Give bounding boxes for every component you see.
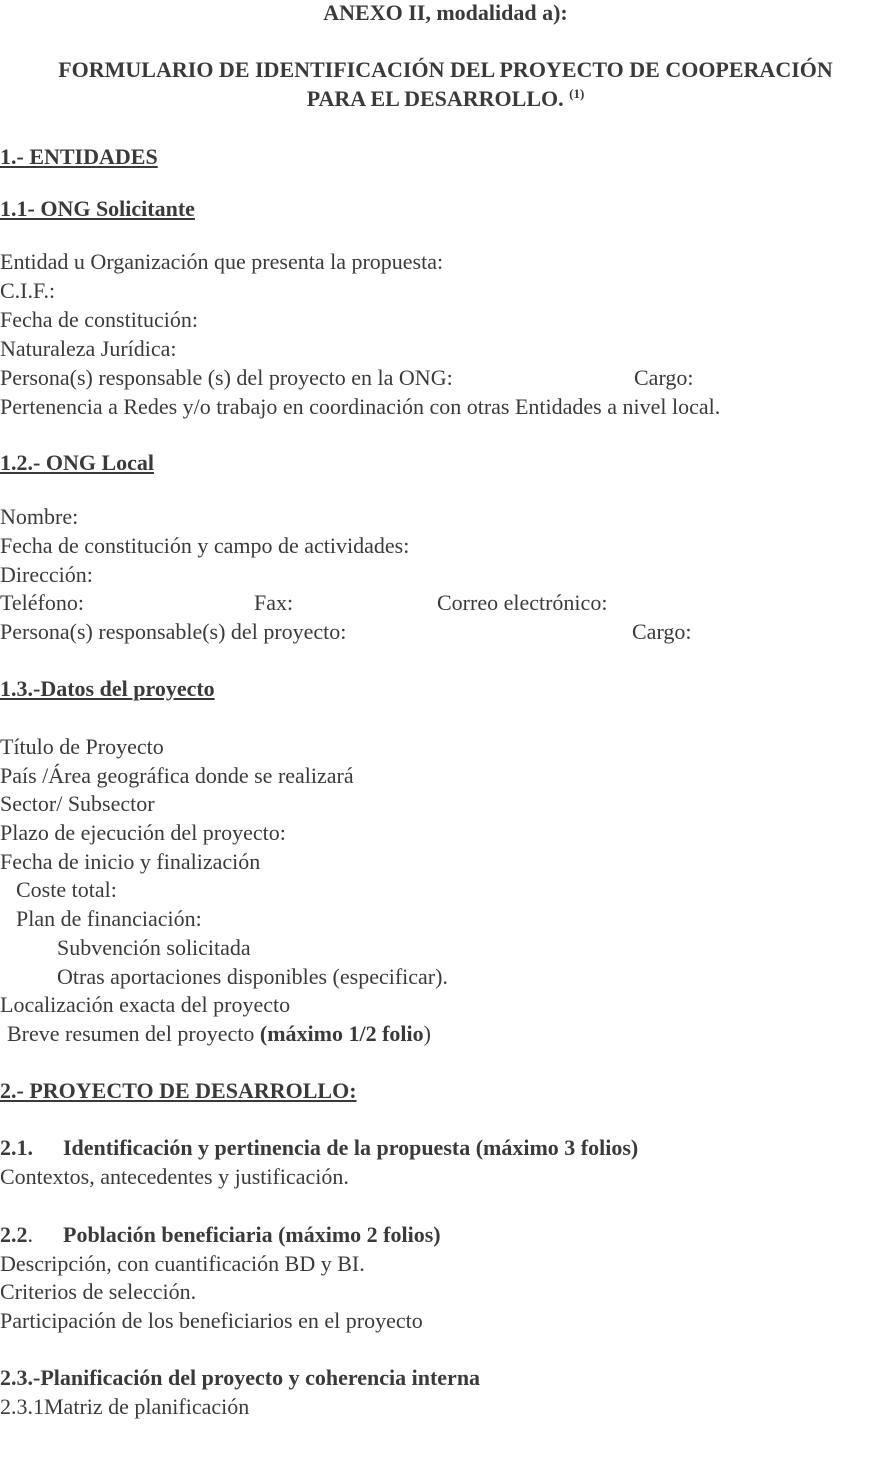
form-title-line1: FORMULARIO DE IDENTIFICACIÓN DEL PROYECTO DE COOPERACIÓN bbox=[58, 57, 833, 82]
section-2-2-title: Población beneficiaria (máximo 2 folios) bbox=[63, 1222, 441, 1247]
section-1-heading: 1.- ENTIDADES bbox=[0, 144, 158, 169]
field-resumen bbox=[7, 1021, 431, 1047]
field-fechas: Fecha de inicio y finalización bbox=[0, 849, 261, 874]
field-coste: Coste total: bbox=[16, 877, 117, 902]
section-2-3-title: 2.3.-Planificación del proyecto y coherencia interna bbox=[0, 1365, 481, 1390]
section-2-2-line2: Criterios de selección. bbox=[0, 1279, 197, 1304]
field-plan: Plan de financiación: bbox=[16, 906, 202, 931]
field-cif: C.I.F.: bbox=[0, 278, 56, 303]
form-title-line2-text: PARA EL DESARROLLO. bbox=[306, 86, 564, 111]
field-plazo: Plazo de ejecución del proyecto: bbox=[0, 820, 286, 845]
field-cargo-local: Cargo: bbox=[632, 619, 692, 644]
section-1-2-heading: 1.2.- ONG Local bbox=[0, 450, 154, 475]
section-2-1-title: Identificación y pertinencia de la propuesta (máximo 3 folios) bbox=[63, 1135, 639, 1160]
resumen-close: ) bbox=[423, 1021, 431, 1046]
field-sector: Sector/ Subsector bbox=[0, 791, 155, 816]
section-2-2-num: 2.2 bbox=[0, 1222, 28, 1247]
field-responsable-ong: Persona(s) responsable (s) del proyecto en la ONG: bbox=[0, 365, 453, 390]
field-otras: Otras aportaciones disponibles (especificar). bbox=[57, 964, 448, 989]
section-1-1-heading: 1.1- ONG Solicitante bbox=[0, 196, 195, 221]
field-naturaleza-juridica: Naturaleza Jurídica: bbox=[0, 336, 177, 361]
field-fecha-actividades: Fecha de constitución y campo de actividades: bbox=[0, 533, 410, 558]
field-direccion: Dirección: bbox=[0, 562, 93, 587]
field-pais: País /Área geográfica donde se realizará bbox=[0, 763, 354, 788]
field-redes: Pertenencia a Redes y/o trabajo en coordinación con otras Entidades a nivel local. bbox=[0, 394, 721, 419]
field-localizacion: Localización exacta del proyecto bbox=[0, 992, 291, 1017]
resumen-text: Breve resumen del proyecto bbox=[7, 1021, 260, 1046]
section-2-heading: 2.- PROYECTO DE DESARROLLO: bbox=[0, 1078, 357, 1103]
section-2-2-line3: Participación de los beneficiarios en el proyecto bbox=[0, 1308, 423, 1333]
field-cargo-ong: Cargo: bbox=[634, 365, 694, 390]
section-2-2-dot: . bbox=[27, 1222, 33, 1247]
field-titulo: Título de Proyecto bbox=[0, 734, 164, 759]
section-2-2-line1: Descripción, con cuantificación BD y BI. bbox=[0, 1251, 365, 1276]
field-telefono: Teléfono: bbox=[0, 590, 84, 615]
field-fax: Fax: bbox=[254, 590, 294, 615]
section-2-2-number bbox=[0, 1222, 33, 1248]
footnote-mark: (1) bbox=[569, 86, 585, 101]
field-nombre: Nombre: bbox=[0, 504, 79, 529]
section-2-3-line1: 2.3.1Matriz de planificación bbox=[0, 1394, 250, 1419]
field-fecha-constitucion: Fecha de constitución: bbox=[0, 307, 198, 332]
field-entidad: Entidad u Organización que presenta la propuesta: bbox=[0, 249, 444, 274]
section-1-3-heading: 1.3.-Datos del proyecto bbox=[0, 676, 215, 701]
field-responsable-local: Persona(s) responsable(s) del proyecto: bbox=[0, 619, 347, 644]
annex-title: ANEXO II, modalidad a): bbox=[323, 0, 568, 25]
resumen-limit: (máximo 1/2 folio bbox=[259, 1021, 424, 1046]
field-subvencion: Subvención solicitada bbox=[57, 935, 251, 960]
field-correo: Correo electrónico: bbox=[437, 590, 608, 615]
form-title-line2 bbox=[0, 86, 891, 112]
section-2-1-number: 2.1. bbox=[0, 1135, 33, 1160]
section-2-1-line1: Contextos, antecedentes y justificación. bbox=[0, 1164, 349, 1189]
